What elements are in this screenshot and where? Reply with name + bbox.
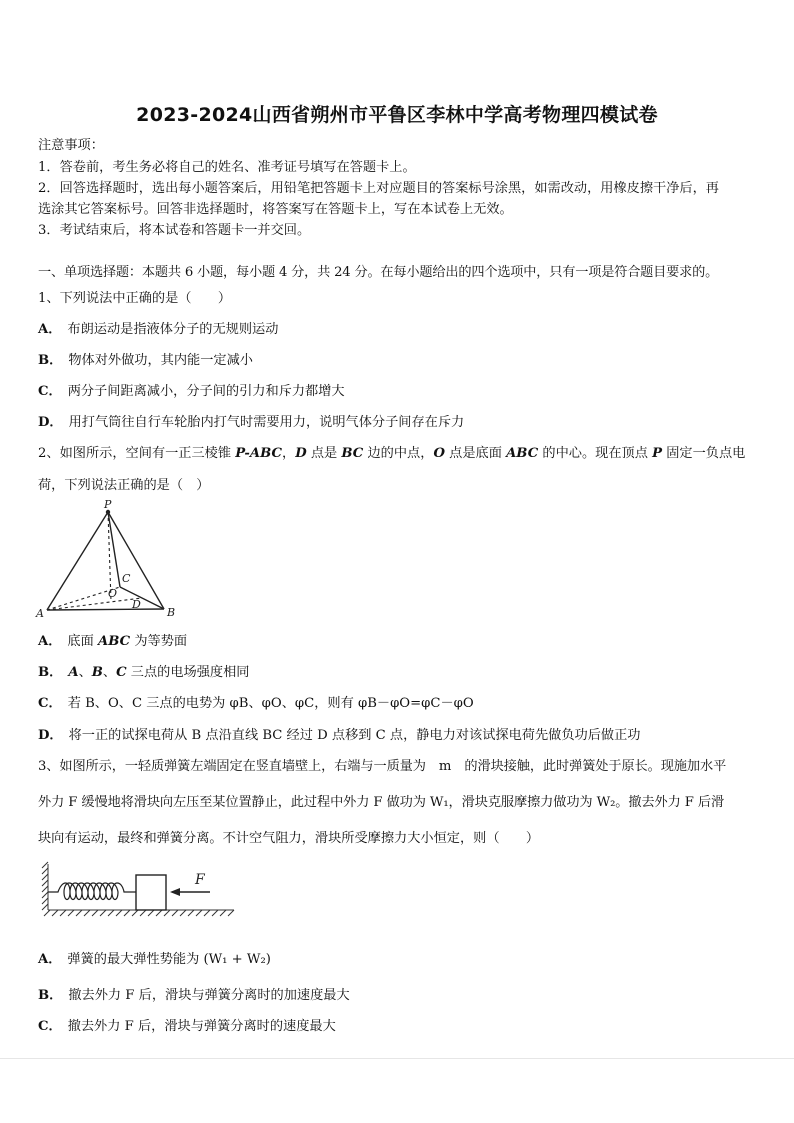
stem-text: 2、如图所示，空间有一正三棱锥 [38,446,236,461]
question-1-option-a [38,321,278,339]
point-label: B [91,665,103,680]
spring-block-figure [40,860,236,922]
option-key: D． [38,415,63,430]
option-key: B． [38,988,63,1003]
option-text: 布朗运动是指液体分子的无规则运动 [67,322,279,337]
sep: 、 [78,665,92,680]
pyramid-figure [34,498,184,620]
face-label: ABC [98,634,131,649]
question-2-option-a [38,633,187,651]
notice-heading: 注意事项： [38,138,104,153]
point-label: O [433,446,445,461]
stem-text: ， [282,446,296,461]
label-b: B [167,606,176,619]
sep: 、 [102,665,117,680]
option-text: 物体对外做功，其内能一定减小 [68,353,253,368]
question-2-stem [38,445,745,463]
point-label: C [116,665,127,680]
question-1-option-b [38,352,253,370]
notice-item: 3．考试结束后，将本试卷和答题卡一并交回。 [38,223,311,238]
force-label: F [195,872,205,888]
edge-label: BC [341,446,364,461]
face-label: ABC [506,446,539,461]
question-1-option-c [38,383,345,401]
question-2-option-d [38,727,640,745]
option-text: 撤去外力 F 后，滑块与弹簧分离时的加速度最大 [68,988,350,1003]
option-text: 用打气筒往自行车轮胎内打气时需要用力，说明气体分子间存在斥力 [68,415,465,430]
option-key: C． [38,1019,62,1034]
option-key: A． [38,952,62,967]
spring-coil [48,883,136,900]
question-1-option-d [38,414,464,432]
stem-text: 边的中点， [363,446,434,461]
option-text: 为等势面 [130,634,188,649]
notice-item: 选涂其它答案标号。回答非选择题时，将答案写在答题卡上，写在本试卷上无效。 [38,202,513,217]
point-label: D [295,446,307,461]
stem-text: 的中心。现在顶点 [538,446,653,461]
stem-text: 点是 [306,446,342,461]
option-text: 底面 [67,634,98,649]
edge-pa [47,512,108,610]
question-1-stem: 1、下列说法中正确的是（ ） [38,291,232,306]
question-3-stem: 3、如图所示，一轻质弹簧左端固定在竖直墙壁上，右端与一质量为 m 的滑块接触，此时弹簧处于原长。现施加水平 [38,759,727,774]
option-text: 三点的电场强度相同 [126,665,250,680]
point-label: A [68,665,79,680]
label-c: C [122,572,131,585]
force-arrow-head [170,888,180,896]
stem-text: 点是底面 [444,446,507,461]
pyramid-label: P-ABC [235,446,283,461]
option-key: C． [38,696,62,711]
option-text: 弹簧的最大弹性势能为 (W₁ + W₂) [67,952,271,967]
question-3-option-b [38,987,350,1005]
option-key: B． [38,665,63,680]
median-ad-hidden [47,598,142,610]
option-key: D． [38,728,63,743]
option-text: 两分子间距离减小，分子间的引力和斥力都增大 [67,384,345,399]
point-label: P [652,446,663,461]
option-text: 将一正的试探电荷从 B 点沿直线 BC 经过 D 点移到 C 点，静电力对该试探电荷先做负功后做正功 [68,728,641,743]
option-text: 撤去外力 F 后，滑块与弹簧分离时的速度最大 [67,1019,336,1034]
question-3-option-a [38,951,271,969]
question-3-stem-line2: 外力 F 缓慢地将滑块向左压至某位置静止，此过程中外力 F 做功为 W₁，滑块克服摩擦力做功为 W₂。撤去外力 F 后滑 [38,795,725,810]
section-heading: 一、单项选择题：本题共 6 小题，每小题 4 分，共 24 分。在每小题给出的四个选项中，只有一项是符合题目要求的。 [38,265,719,280]
page-title: 2023-2024山西省朔州市平鲁区李林中学高考物理四模试卷 [136,104,658,126]
question-2-option-c [38,695,474,713]
option-key: B． [38,353,63,368]
label-d: D [132,598,141,611]
label-a: A [36,607,44,620]
option-key: A． [38,634,62,649]
question-3-option-c [38,1018,336,1036]
notice-item: 1．答卷前，考生务必将自己的姓名、准考证号填写在答题卡上。 [38,160,416,175]
notice-item: 2．回答选择题时，选出每小题答案后，用铅笔把答题卡上对应题目的答案标号涂黑，如需改动，用橡皮擦干净后，再 [38,181,719,196]
question-3-stem-line3: 块向有运动，最终和弹簧分离。不计空气阻力，滑块所受摩擦力大小恒定，则（ ） [38,831,540,846]
page-divider [0,1058,794,1059]
option-text: 若 B、O、C 三点的电势为 φB、φO、φC，则有 φB－φO=φC－φO [67,696,474,711]
option-key: A． [38,322,62,337]
label-o: O [108,587,118,600]
edge-ab [47,609,164,610]
slider-block [136,875,166,910]
stem-text: 固定一负点电 [662,446,746,461]
option-key: C． [38,384,62,399]
question-2-option-b [38,664,250,682]
label-p: P [104,498,112,511]
question-2-stem-line2: 荷，下列说法正确的是（ ） [38,478,210,493]
